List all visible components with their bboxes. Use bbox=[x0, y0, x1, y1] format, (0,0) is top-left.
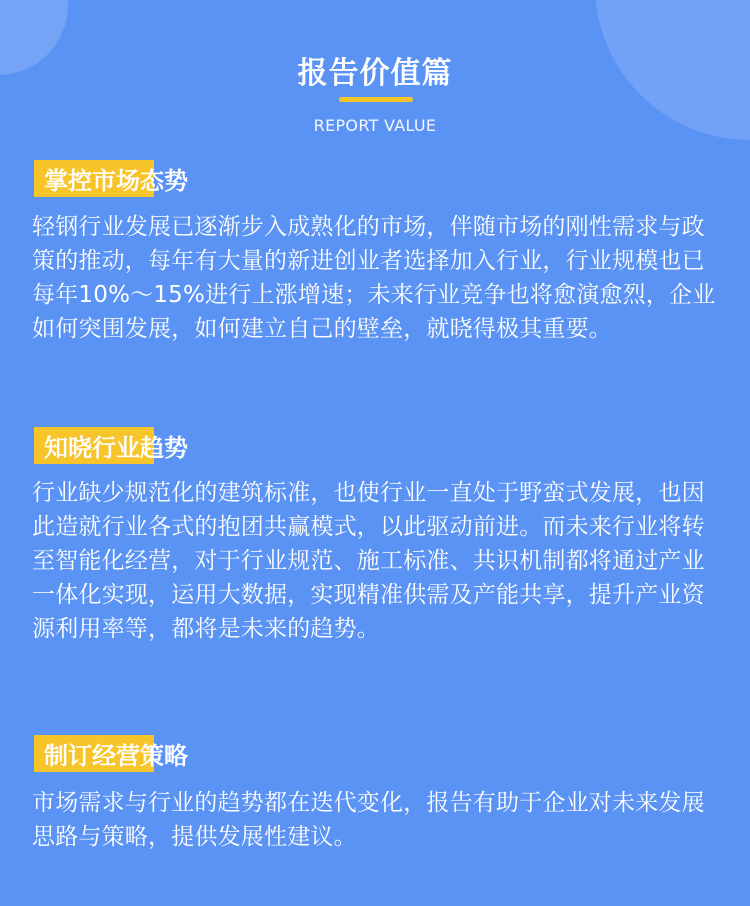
section-heading-market bbox=[34, 160, 188, 197]
section-heading-strategy bbox=[34, 735, 188, 772]
section-paragraph-strategy: 市场需求与行业的趋势都在迭代变化，报告有助于企业对未来发展思路与策略，提供发展性建议。 bbox=[32, 790, 705, 850]
page-subtitle: REPORT VALUE bbox=[313, 116, 437, 135]
section-heading-trend bbox=[34, 427, 188, 464]
title-underline bbox=[339, 97, 413, 102]
section-paragraph-trend: 行业缺少规范化的建筑标准，也使行业一直处于野蛮式发展，也因此造就行业各式的抱团共赢模式，以此驱动前进。而未来行业将转至智能化经营，对于行业规范、施工标准、共识机制都将通过产业一体化实现，运用大数据，实现精准供需及产能共享，提升产业资源利用率等，都将是未来的趋势。 bbox=[32, 480, 705, 642]
page-title: 报告价值篇 bbox=[297, 56, 453, 91]
section-heading-text: 掌控市场态势 bbox=[44, 167, 188, 195]
section-heading-text: 知晓行业趋势 bbox=[44, 434, 188, 462]
section-heading-text: 制订经营策略 bbox=[44, 742, 188, 770]
section-paragraph-market: 轻钢行业发展已逐渐步入成熟化的市场，伴随市场的刚性需求与政策的推动，每年有大量的新进创业者选择加入行业，行业规模也已每年10%～15%进行上涨增速；未来行业竞争也将愈演愈烈，企业如何突围发展，如何建立自己的壁垒，就晓得极其重要。 bbox=[32, 214, 716, 342]
